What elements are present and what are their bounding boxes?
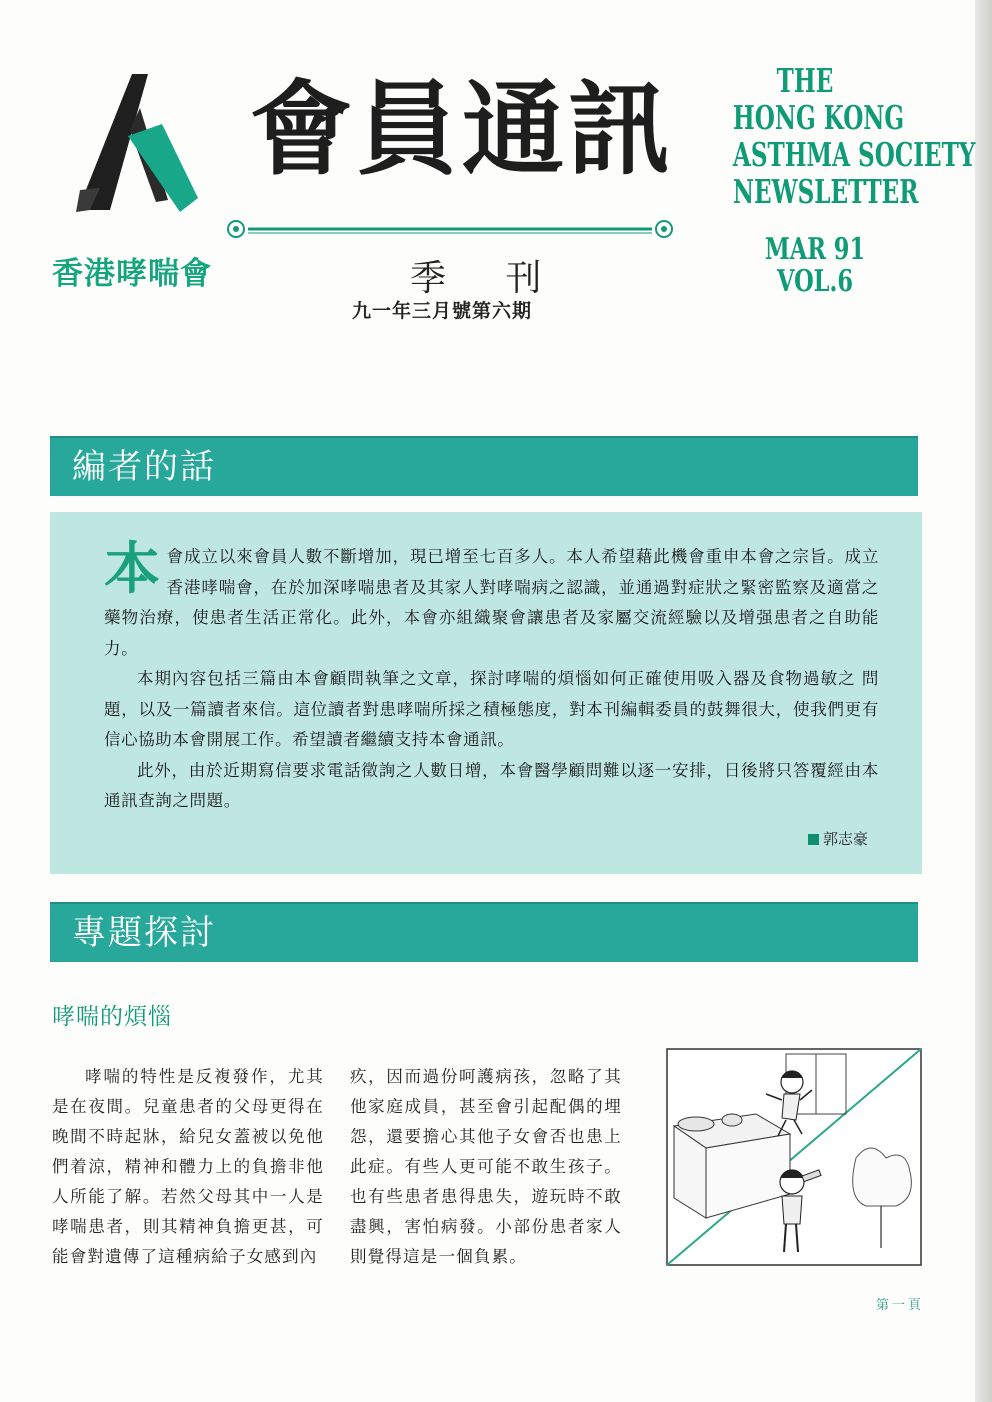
article-title: 哮喘的煩惱: [52, 1004, 172, 1030]
issue-date-zh: 九一年三月號第六期: [352, 300, 533, 322]
title-en-line: NEWSLETTER: [732, 172, 919, 211]
page-number: 第一頁: [876, 1298, 925, 1313]
editor-note-text: [104, 537, 879, 817]
signature-name: 郭志豪: [823, 830, 869, 848]
article-column-1: 哮喘的特性是反複發作，尤其是在夜間。兒童患者的父母更得在晚間不時起牀，給兒女蓋被以免他們着涼，精神和體力上的負擔非他人所能了解。若然父母其中一人是哮喘患者，則其精神負擔更甚，可能會對遺傳了這種病給子女感到內: [52, 1067, 324, 1266]
quarterly-label: 季 刊: [410, 258, 566, 299]
section-heading-editor: 編者的話: [72, 447, 216, 487]
article-column-2: 疚，因而過份呵護病孩，忽略了其他家庭成員，甚至會引起配偶的埋怨，還要擔心其他子女會否也患上此症。有些人更可能不敢生孩子。也有些患者患得患失，遊玩時不敢盡興，害怕病發。小部份患者家人則覺得這是一個負累。: [350, 1067, 622, 1266]
editor-signature: [808, 828, 868, 849]
section-bar-feature: [50, 902, 918, 962]
ornament-divider-icon: [222, 214, 678, 244]
editor-paragraph: [104, 537, 879, 664]
title-en-line: ASTHMA SOCIETY: [732, 135, 976, 174]
editor-paragraph-3: 此外，由於近期寫信要求電話徵詢之人數日增，本會醫學顧問難以逐一安排，日後將只答覆經由本通訊查詢之問題。: [104, 760, 879, 810]
children-playing-illustration: [666, 1048, 922, 1266]
issue-en-volume: VOL.6: [777, 264, 853, 299]
scan-edge: [975, 0, 992, 1402]
editor-paragraph-2: 本期內容包括三篇由本會顧問執筆之文章，探討哮喘的煩惱如何正確使用吸入器及食物過敏之 問題，以及一篇讀者來信。這位讀者對患哮喘所採之積極態度，對本刊編輯委員的鼓舞很大，使我們更有信心協助本會開展工作。希望讀者繼續支持本會通訊。: [104, 669, 879, 749]
title-en-line: HONG KONG: [732, 98, 905, 137]
editor-paragraph-1: 會成立以來會員人數不斷增加，現已增至七百多人。本人希望藉此機會重申本會之宗旨。成立香港哮喘會，在於加深哮喘患者及其家人對哮喘病之認識，並通過對症狀之緊密監察及適當之藥物治療，使患者生活正常化。此外，本會亦組織聚會讓患者及家屬交流經驗以及增强患者之自助能力。: [104, 547, 879, 658]
newsletter-title-en: [732, 61, 976, 211]
newsletter-title-zh: 會員通訊: [250, 70, 674, 190]
issue-en-date: MAR 91: [764, 232, 866, 267]
drop-cap: 本: [104, 537, 161, 602]
society-logo-icon: [70, 70, 210, 220]
section-bar-editor: [50, 436, 918, 496]
org-name-zh: 香港哮喘會: [52, 256, 212, 292]
section-heading-feature: 專題探討: [72, 913, 216, 953]
issue-info-en: [751, 234, 879, 298]
signature-bullet-icon: [808, 834, 819, 845]
title-en-line: THE: [776, 61, 834, 100]
